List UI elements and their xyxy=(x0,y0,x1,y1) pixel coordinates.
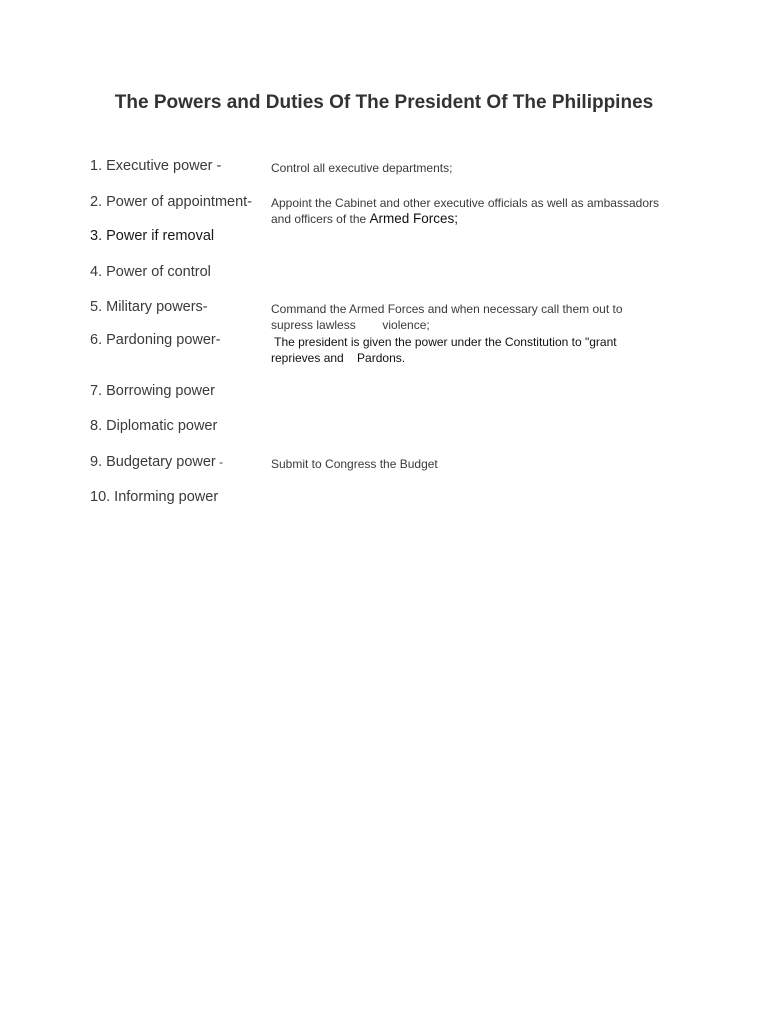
power-term-budgetary xyxy=(90,454,223,470)
power-desc-appointment xyxy=(271,195,691,227)
power-desc-military xyxy=(271,301,691,333)
desc-line: The president is given the power under the Constitution to "grant xyxy=(271,335,617,349)
desc-emphasis: Armed Forces; xyxy=(369,211,459,226)
power-term-executive: 1. Executive power - xyxy=(90,158,222,174)
power-term-informing: 10. Informing power xyxy=(90,489,219,505)
desc-line xyxy=(271,211,691,227)
power-term-control: 4. Power of control xyxy=(90,264,211,280)
power-desc-executive xyxy=(271,160,691,176)
desc-line: Appoint the Cabinet and other executive officials as well as ambassadors xyxy=(271,196,660,210)
power-term-pardoning: 6. Pardoning power- xyxy=(90,332,221,348)
power-term-appointment: 2. Power of appointment- xyxy=(90,194,253,210)
desc-line: Control all executive departments; xyxy=(271,161,453,175)
desc-line: supress lawless violence; xyxy=(271,318,430,332)
desc-line: reprieves and Pardons. xyxy=(271,351,406,365)
desc-line-text: and officers of the xyxy=(271,212,370,226)
term-text: 9. Budgetary power xyxy=(90,454,216,470)
power-term-military: 5. Military powers- xyxy=(90,299,208,315)
term-dash: - xyxy=(215,455,224,469)
power-term-removal: 3. Power if removal xyxy=(90,228,215,244)
power-desc-pardoning xyxy=(271,334,691,366)
desc-line: Submit to Congress the Budget xyxy=(271,457,438,471)
power-term-diplomatic: 8. Diplomatic power xyxy=(90,418,218,434)
document-title: The Powers and Duties Of The President Of The Philippines xyxy=(114,92,654,113)
power-term-borrowing: 7. Borrowing power xyxy=(90,383,215,399)
desc-line: Command the Armed Forces and when necessary call them out to xyxy=(271,302,623,316)
power-desc-budgetary xyxy=(271,456,691,472)
